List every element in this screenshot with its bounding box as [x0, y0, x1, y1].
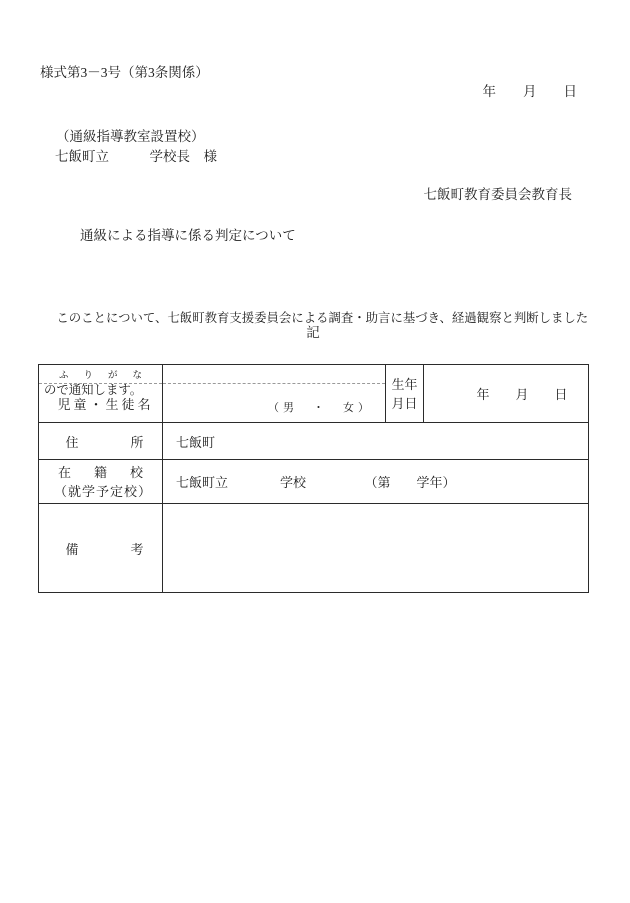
table-row-name — [39, 365, 589, 423]
body-line-2: ので通知します。 — [44, 383, 143, 397]
issue-date-line: 年 月 日 — [482, 84, 577, 99]
remarks-input-space[interactable] — [163, 504, 589, 593]
table-row-school — [39, 460, 589, 504]
remarks-label: 備 考 — [39, 504, 163, 593]
ki-marker: 記 — [306, 325, 320, 340]
gender-note: （男 ・ 女） — [268, 402, 373, 414]
table-row-address — [39, 423, 589, 460]
student-info-table — [38, 364, 589, 593]
student-name-input-space[interactable] — [163, 384, 385, 422]
addressee-note: （通級指導教室設置校） — [56, 129, 205, 144]
birthdate-input-space[interactable]: 年 月 日 — [424, 365, 589, 423]
subject-title: 通級による指導に係る判定について — [80, 228, 296, 243]
addressee-line: 七飯町立 学校長 様 — [55, 149, 217, 164]
furigana-input-space[interactable] — [163, 365, 385, 384]
furigana-label: ふりがな — [39, 365, 162, 384]
sender-line: 七飯町教育委員会教育長 — [423, 187, 572, 202]
school-input-space[interactable]: 七飯町立 学校 （第 学年） — [163, 460, 589, 504]
student-name-label: 児童・生徒名 — [57, 396, 154, 412]
body-line-1: このことについて、七飯町教育支援委員会による調査・助言に基づき、経過観察と判断しました — [44, 311, 589, 325]
enrolled-school-label: 在 籍 校 （就学予定校） — [39, 460, 163, 504]
address-input-space[interactable]: 七飯町 — [163, 423, 589, 460]
table-row-remarks — [39, 504, 589, 593]
name-input-cell — [163, 365, 386, 423]
name-label-cell — [39, 365, 163, 423]
address-label: 住 所 — [39, 423, 163, 460]
form-number: 様式第3－3号（第3条関係） — [40, 65, 209, 80]
birthdate-label: 生年 月日 — [386, 365, 424, 423]
